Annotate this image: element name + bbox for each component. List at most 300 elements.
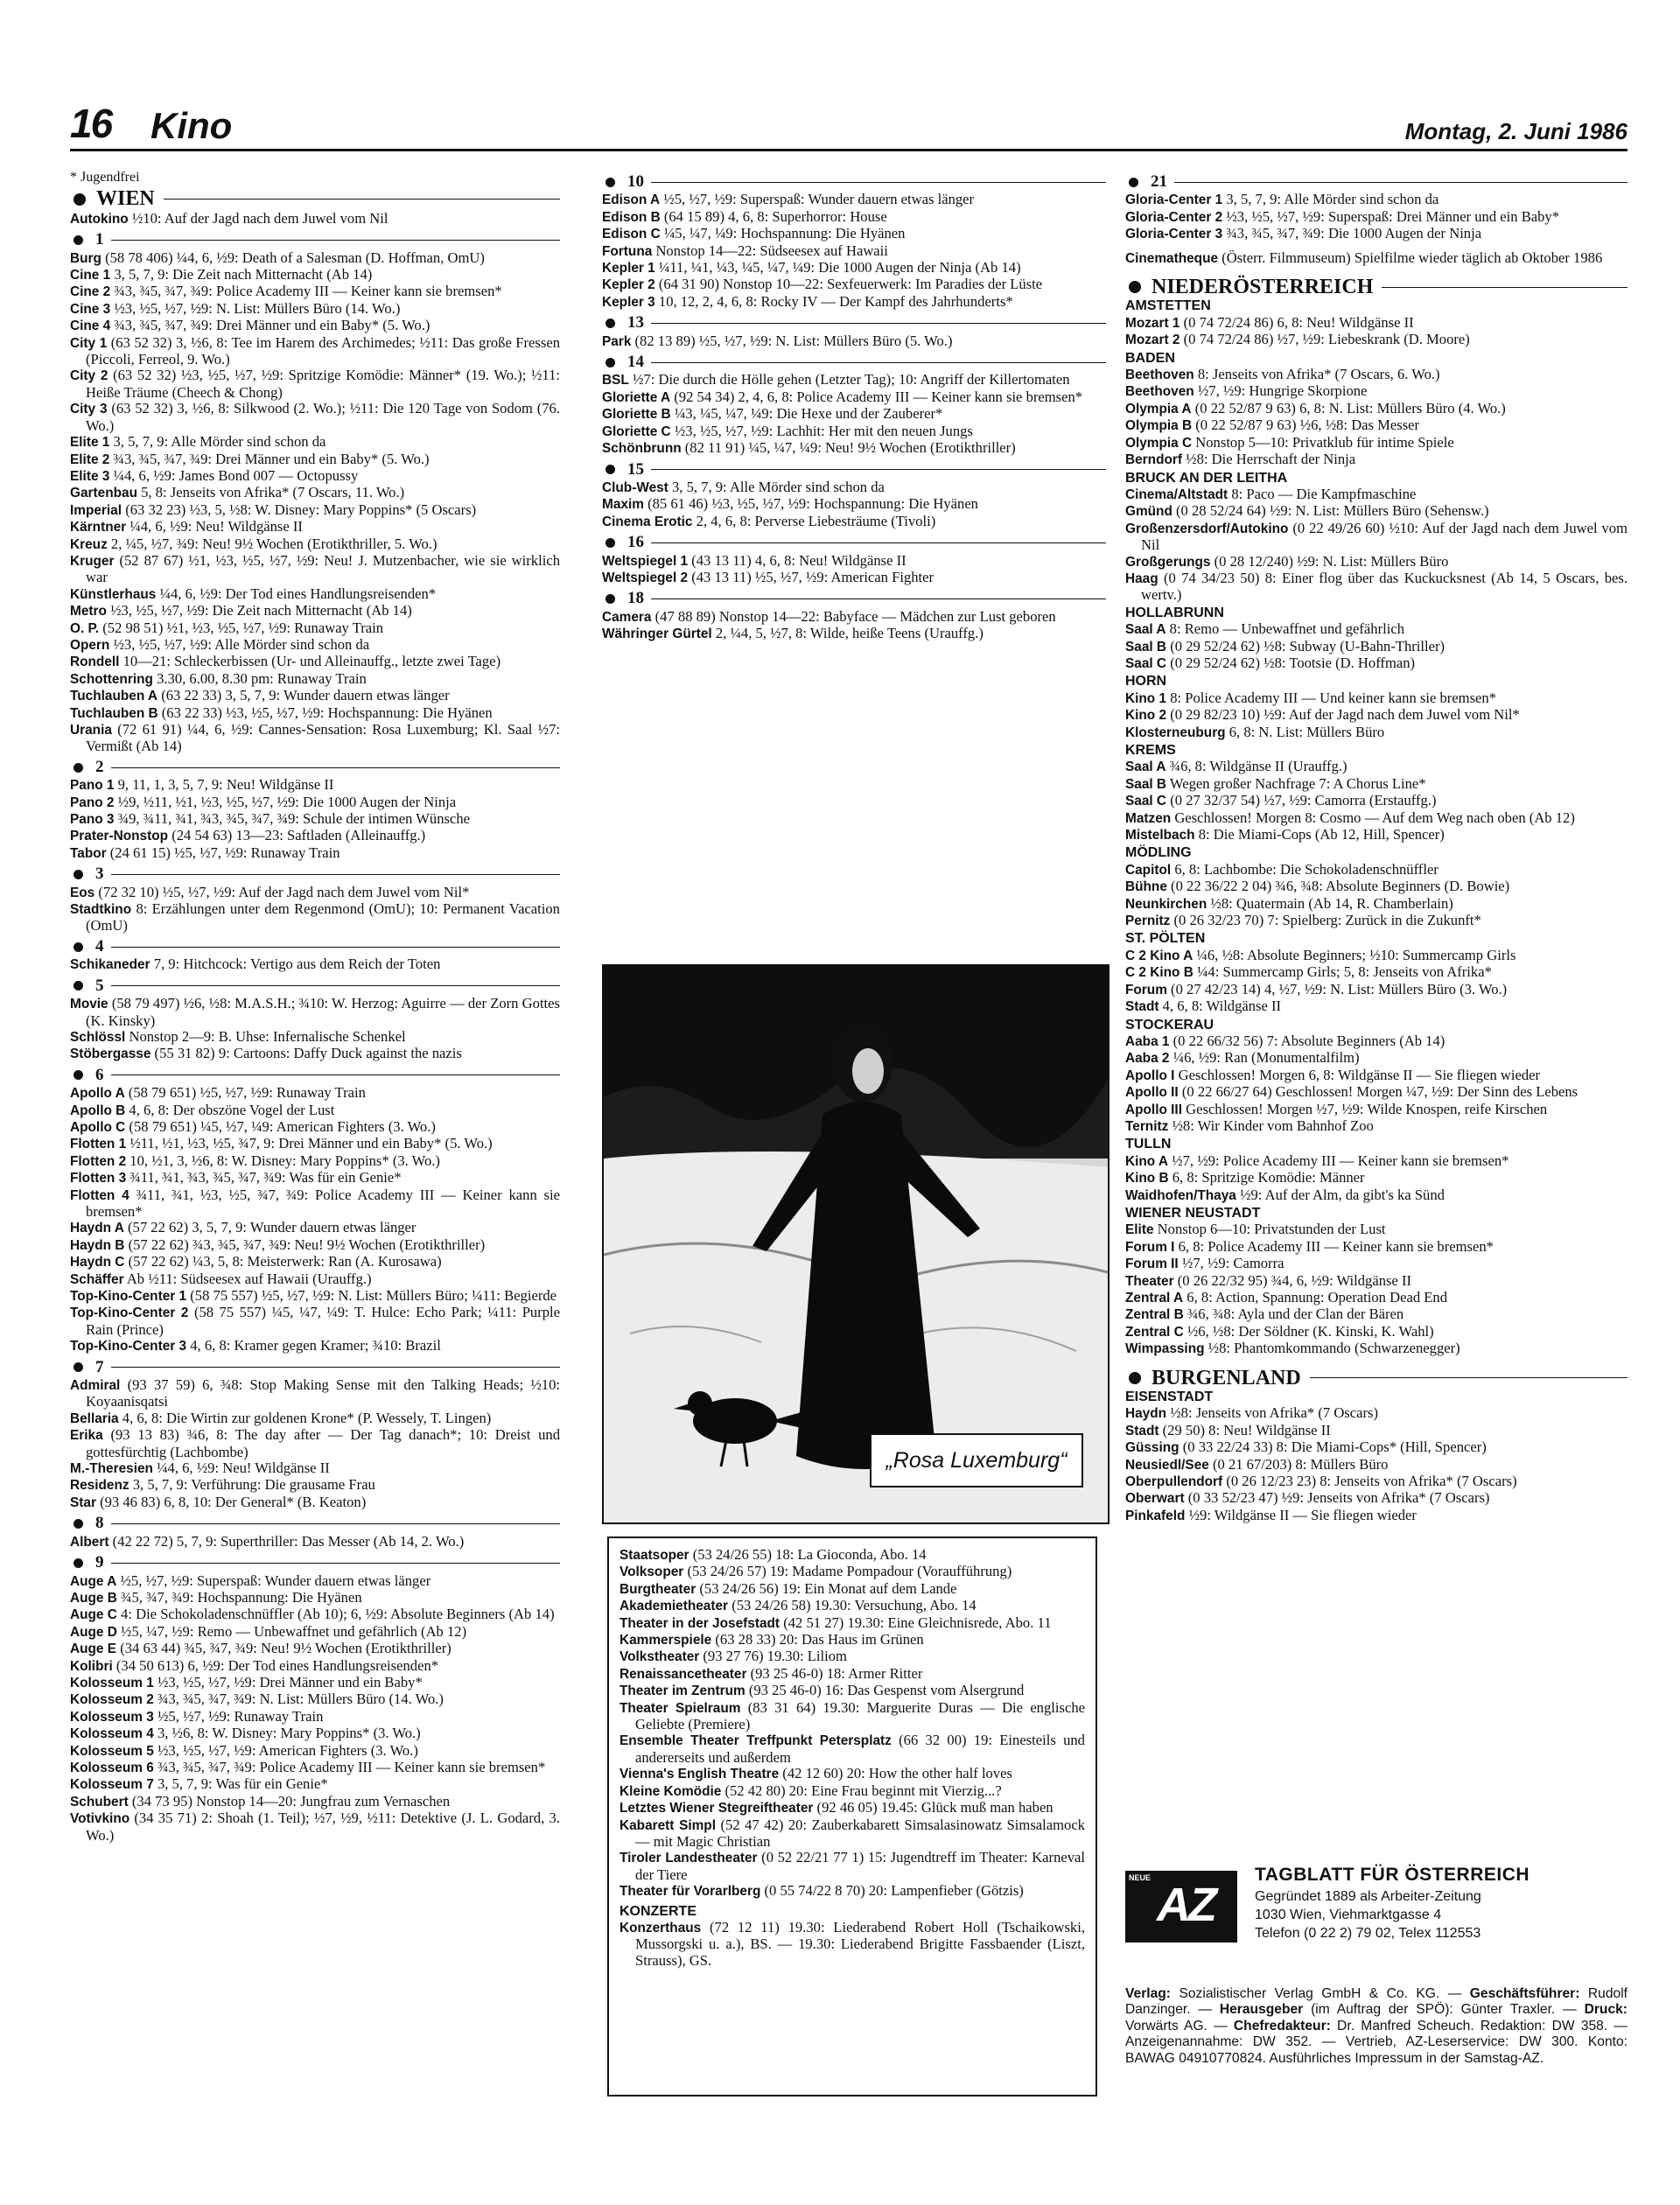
listing-entry (70, 284, 560, 300)
imprint-label: Herausgeber (1219, 2002, 1304, 2018)
listing-entry (1125, 332, 1628, 348)
venue-name: City 2 (70, 368, 108, 384)
imprint-label: Verlag: (1125, 1986, 1172, 2001)
listing-text: Nonstop 6—10: Privatstunden der Lust (1157, 1221, 1386, 1238)
district-label: 7 (95, 1357, 104, 1376)
district-heading (602, 535, 1106, 550)
listing-entry (70, 956, 560, 973)
listing-entry (1125, 1508, 1628, 1524)
listing-entry (70, 705, 560, 722)
listing-entry (1125, 250, 1628, 267)
venue-name: Haydn (1125, 1406, 1167, 1422)
listing-text: (0 26 32/23 70) 7: Spielberg: Zurück in die Zukunft* (1173, 912, 1481, 929)
listing-text: 8: Police Academy III — Und keiner kann sie bremsen* (1170, 689, 1496, 706)
district-label: 8 (95, 1514, 104, 1533)
listing-text: 10—21: Schleckerbissen (Ur- und Alleinauffg., letzte zwei Tage) (122, 653, 501, 670)
listing-text: 8: Erzählungen unter dem Regenmond (OmU); 10: Permanent Vacation (OmU) (86, 900, 560, 934)
listing-text: ½7, ½9: Hungrige Skorpione (1197, 382, 1368, 400)
listing-entry (1125, 1439, 1628, 1456)
listing-text: ¾6, ¾8: Ayla und der Clan der Bären (1186, 1306, 1404, 1323)
listing-entry (602, 496, 1106, 513)
listing-text: (29 50) 8: Neu! Wildgänse II (1162, 1421, 1331, 1438)
listing-text: ½8: Quatermain (Ab 14, R. Chamberlain) (1210, 894, 1453, 912)
listing-entry (70, 1691, 560, 1708)
listing-entry (1125, 810, 1628, 827)
listing-text: (34 50 613) 6, ½9: Der Tod eines Handlungsreisenden* (116, 1656, 439, 1674)
listing-text: (0 33 22/24 33) 8: Die Miami-Cops* (Hill, Spencer) (1182, 1438, 1487, 1456)
listing-entry (70, 1220, 560, 1236)
district-heading (602, 459, 1106, 479)
listing-text: ¾3, ¾5, ¾7, ¾9: Drei Männer und ein Baby* (5. Wo.) (113, 450, 430, 467)
venue-name: Camera (602, 609, 652, 625)
listing-entry (70, 1776, 560, 1793)
listing-text: (0 26 12/23 23) 8: Jenseits von Afrika* (7 Oscars) (1226, 1473, 1517, 1490)
listing-entry (602, 276, 1106, 293)
venue-name: Schubert (70, 1794, 129, 1810)
district-heading (602, 315, 1106, 331)
listing-entry (70, 468, 560, 485)
theater-box (607, 1536, 1097, 2096)
venue-name: Großenzersdorf/Autokino (1125, 521, 1289, 536)
venue-name: Gloria-Center 1 (1125, 192, 1223, 208)
venue-name: Bellaria (70, 1410, 119, 1426)
listing-entry (1125, 1340, 1628, 1357)
venue-name: Cinema Erotic (602, 514, 693, 529)
venue-name: Flotten 4 (70, 1187, 130, 1203)
listing-text: ½3, ½5, ½7, ½9: N. List: Müllers Büro (14. Wo.) (114, 299, 401, 317)
listing-entry (1125, 226, 1628, 242)
venue-name: Gmünd (1125, 504, 1172, 520)
listing-text: 6, 8: Action, Spannung: Operation Dead End (1186, 1289, 1448, 1306)
listing-entry (70, 1046, 560, 1062)
venue-name: Weltspiegel 1 (602, 553, 689, 569)
listing-entry (70, 1709, 560, 1726)
listing-entry (70, 671, 560, 688)
listing-text: 3, 5, 7, 9: Was für ein Genie* (157, 1775, 328, 1793)
venue-name: Ensemble Theater Treffpunkt Petersplatz (620, 1733, 892, 1749)
bullet-dot (74, 1558, 83, 1568)
venue-name: Rondell (70, 654, 120, 670)
venue-name: Capitol (1125, 862, 1172, 878)
listing-entry (70, 1494, 560, 1511)
venue-name: Edison A (602, 192, 661, 208)
district-heading (70, 1357, 560, 1376)
rule-line (111, 874, 561, 875)
listing-entry (70, 1534, 560, 1550)
venue-name: Schlössl (70, 1029, 126, 1045)
venue-name: Theater im Zentrum (620, 1684, 746, 1699)
venue-name: Tuchlauben A (70, 689, 158, 704)
listing-text: ½3, ½5, ½7, ½9: Lachhit: Her mit den neuen Jungs (674, 422, 973, 439)
rule-line (111, 1367, 561, 1368)
listings-column-3 (1125, 170, 1628, 1524)
listing-text: (55 31 82) 9: Cartoons: Daffy Duck against the nazis (154, 1045, 462, 1062)
listing-text: ½3, ½5, ½7, ½9: Alle Mörder sind schon da (113, 635, 370, 653)
venue-name: Albert (70, 1534, 109, 1550)
venue-name: Gloria-Center 2 (1125, 209, 1223, 225)
listing-entry (1125, 1153, 1628, 1170)
listing-entry (1125, 827, 1628, 844)
listing-text: (0 27 42/23 14) 4, ½7, ½9: N. List: Müllers Büro (3. Wo.) (1171, 980, 1508, 998)
listing-entry (1125, 913, 1628, 929)
listing-text: 2, ¼4, 5, ½7, 8: Wilde, heiße Teens (Urauffg.) (715, 625, 984, 642)
listing-entry (1125, 759, 1628, 775)
venue-name: C 2 Kino A (1125, 948, 1194, 963)
listing-text: 3, 5, 7, 9: Verführung: Die grausame Frau (132, 1476, 375, 1494)
district-label: 14 (627, 353, 644, 372)
listing-entry (1125, 690, 1628, 707)
listing-entry (1125, 1118, 1628, 1135)
listing-text: (0 74 72/24 86) ½7, ½9: Liebeskrank (D. Moore) (1183, 331, 1470, 348)
listing-text: (57 22 62) ¼3, 5, 8: Meisterwerk: Ran (A. Kurosawa) (128, 1253, 442, 1270)
listing-text: ¾3, ¾5, ¾7, ¾9: Drei Männer und ein Baby* (5. Wo.) (114, 317, 430, 334)
venue-name: Elite 3 (70, 468, 110, 484)
venue-name: Maxim (602, 497, 644, 513)
listing-entry (1125, 401, 1628, 417)
district-label: 16 (627, 533, 644, 552)
listing-text: (0 22 49/26 60) ½10: Auf der Jagd nach dem Juwel vom Nil (1141, 519, 1628, 554)
venue-name: M.-Theresien (70, 1461, 153, 1477)
venue-name: Schönbrunn (602, 441, 682, 457)
listing-entry (1125, 486, 1628, 503)
venue-name: Künstlerhaus (70, 586, 157, 602)
listing-entry (70, 1085, 560, 1102)
bullet-dot (74, 870, 83, 879)
venue-name: Kruger (70, 553, 115, 569)
listing-entry (70, 1743, 560, 1760)
publisher-address: 1030 Wien, Viehmarktgasse 4 (1255, 1908, 1442, 1922)
venue-name: Fortuna (602, 243, 653, 259)
listing-text: ¼4: Summercamp Girls; 5, 8: Jenseits von Afrika* (1196, 963, 1492, 981)
section-title: Kino (150, 105, 233, 146)
listing-entry (70, 1153, 560, 1170)
venue-name: Edison C (602, 227, 661, 242)
bullet-dot (606, 318, 615, 328)
listing-text: (52 47 42) 20: Zauberkabarett Simsalasinowatz Simsalamock — mit Magic Christian (635, 1816, 1085, 1850)
listing-entry (70, 553, 560, 586)
venue-name: Auge A (70, 1573, 117, 1589)
listing-text: (63 28 33) 20: Das Haus im Grünen (715, 1631, 924, 1648)
listing-text: (64 31 90) Nonstop 10—22: Sexfeuerwerk: Im Paradies der Lüste (658, 276, 1043, 293)
listing-entry (70, 811, 560, 828)
listing-text: 2, ¼5, ½7, ¾9: Neu! 9½ Wochen (Erotikthriller, 5. Wo.) (110, 535, 438, 552)
subheading: AMSTETTEN (1125, 298, 1211, 314)
venue-name: Beethoven (1125, 368, 1194, 383)
venue-name: Währinger Gürtel (602, 626, 712, 642)
district-label: 3 (95, 864, 104, 884)
venue-name: Schäffer (70, 1271, 124, 1287)
listing-text: ½5, ½7, ½9: Runaway Train (157, 1707, 324, 1725)
listing-text: (52 87 67) ½1, ½3, ½5, ½7, ½9: Neu! J. Mutzenbacher, wie sie wirklich war (86, 551, 560, 586)
venue-name: Saal A (1125, 760, 1166, 775)
listing-text: 6, 8: Police Academy III — Keiner kann sie bremsen* (1178, 1237, 1494, 1255)
listing-text: ¾3, ¾5, ¾7, ¾9: Police Academy III — Keiner kann sie bremsen* (114, 283, 502, 300)
rule-line (111, 1563, 561, 1564)
venue-name: Tabor (70, 845, 107, 861)
listing-text: (64 15 89) 4, 6, 8: Superhorror: House (663, 207, 887, 225)
venue-name: Kolosseum 1 (70, 1675, 154, 1690)
listing-entry (70, 603, 560, 620)
venue-name: Neusiedl/See (1125, 1457, 1209, 1473)
listing-text: (58 79 497) ½6, ½8: M.A.S.H.; ¾10: W. Herzog: Aguirre — der Zorn Gottes (K. Kinsky) (86, 995, 560, 1029)
rule-line (651, 323, 1106, 324)
bullet-dot (74, 235, 83, 245)
venue-name: Top-Kino-Center 2 (70, 1306, 189, 1321)
listing-entry (1125, 1474, 1628, 1490)
listing-entry (1125, 570, 1628, 604)
listing-entry (70, 1641, 560, 1657)
district-label: 18 (627, 589, 644, 608)
venue-name: Elite (1125, 1222, 1154, 1238)
listing-entry (602, 626, 1106, 642)
district-heading (602, 174, 1106, 190)
listing-text: Geschlossen! Morgen 6, 8: Wildgänse II — Sie fliegen wieder (1178, 1066, 1541, 1083)
bullet-dot (606, 178, 615, 187)
listing-text: 3, 5, 7, 9: Alle Mörder sind schon da (671, 478, 885, 495)
venue-name: Akademietheater (620, 1599, 729, 1614)
listing-entry (70, 1760, 560, 1776)
spacer (1125, 1358, 1628, 1365)
region-heading (1125, 276, 1628, 299)
listing-text: Nonstop 5—10: Privatklub für intime Spiele (1195, 433, 1454, 451)
listing-text: Geschlossen! Morgen ½7, ½9: Wilde Knospen, reife Kirschen (1186, 1100, 1548, 1117)
venue-name: Auge B (70, 1590, 117, 1606)
venue-name: Kolosseum 4 (70, 1726, 154, 1742)
listing-text: ¾11, ¾1, ¾3, ¾5, ¾7, ¾9: Was für ein Genie* (130, 1169, 402, 1186)
listing-text: (58 78 406) ¼4, 6, ½9: Death of a Salesman (D. Hoffman, OmU) (105, 248, 485, 266)
listing-text: ½8: Die Herrschaft der Ninja (1186, 451, 1356, 468)
listing-text: (0 22 52/87 9 63) ½6, ½8: Das Messer (1195, 416, 1420, 434)
listing-text: (72 12 11) 19.30: Liederabend Robert Holl (Tschaikowski, Mussorgski u. a.), BS. — 19.30: Liederabend Brigitte Fassbaender (Liszt, Strauss), GS. (635, 1918, 1085, 1969)
listing-entry (620, 1598, 1085, 1614)
subheading: EISENSTADT (1125, 1390, 1214, 1405)
listing-text: ½11, ½1, ½3, ½5, ¾7, 9: Drei Männer und ein Baby* (5. Wo.) (130, 1135, 493, 1152)
venue-name: Apollo I (1125, 1068, 1175, 1083)
venue-name: Urania (70, 723, 112, 738)
imprint-text: Vorwärts AG. — (1125, 2018, 1234, 2034)
listing-entry (602, 514, 1106, 530)
listing-entry (70, 1271, 560, 1288)
district-label: 6 (95, 1065, 104, 1084)
listing-text: (42 51 27) 19.30: Eine Gleichnisrede, Abo. 11 (783, 1614, 1052, 1631)
venue-name: Eos (70, 885, 95, 900)
listing-entry (620, 1766, 1085, 1782)
listing-entry (70, 688, 560, 704)
listing-entry (620, 1850, 1085, 1883)
listing-text: 7, 9: Hitchcock: Vertigo aus dem Reich der Toten (153, 956, 441, 973)
venue-name: Burg (70, 250, 102, 266)
listing-text: 4: Die Schokoladenschnüffler (Ab 10); 6, ½9: Absolute Beginners (Ab 14) (121, 1606, 555, 1623)
venue-name: Matzen (1125, 810, 1172, 826)
listing-text: Geschlossen! Morgen 8: Cosmo — Auf dem Weg nach oben (Ab 12) (1174, 808, 1575, 826)
spacer (1125, 267, 1628, 274)
listing-text: (43 13 11) 4, 6, 8: Neu! Wildgänse II (691, 551, 906, 569)
listing-entry (1125, 1222, 1628, 1238)
listing-text: ½3, ½5, ½7, ½9: American Fighters (3. Wo.) (157, 1741, 418, 1759)
venue-name: Auge E (70, 1642, 117, 1657)
listing-entry (620, 1783, 1085, 1800)
venue-name: Saal C (1125, 655, 1167, 671)
rule-line (111, 1074, 561, 1075)
listing-text: ½8: Phantomkommando (Schwarzenegger) (1208, 1340, 1460, 1357)
listing-entry (1125, 417, 1628, 434)
venue-name: Cinema/Altstadt (1125, 486, 1228, 502)
venue-name: Gloriette A (602, 389, 671, 405)
listing-text: 3, 5, 7, 9: Alle Mörder sind schon da (1226, 191, 1439, 208)
rule-line (111, 240, 561, 241)
listing-entry (70, 1573, 560, 1590)
venue-name: Opern (70, 637, 110, 653)
listing-entry (602, 294, 1106, 311)
listing-entry (620, 1883, 1085, 1900)
listing-entry (70, 318, 560, 334)
venue-name: Elite 1 (70, 435, 110, 451)
listing-entry (70, 620, 560, 637)
venue-name: Movie (70, 997, 108, 1012)
listing-entry (70, 828, 560, 844)
venue-name: Apollo II (1125, 1085, 1179, 1101)
listing-text: (53 24/26 56) 19: Ein Monat auf dem Lande (699, 1579, 957, 1597)
listing-entry (1125, 1256, 1628, 1272)
listing-entry (620, 1547, 1085, 1564)
listing-entry (70, 1338, 560, 1354)
venue-name: Stadt (1125, 1423, 1159, 1438)
listing-entry (620, 1581, 1085, 1598)
listing-text: ¾3, ¾5, ¾7, ¾9: N. List: Müllers Büro (14. Wo.) (157, 1690, 444, 1708)
listing-text: Ab ½11: Südseesex auf Hawaii (Urauffg.) (126, 1270, 372, 1287)
venue-name: Pano 1 (70, 778, 115, 794)
listing-entry (70, 485, 560, 501)
listing-text: (93 25 46-0) 18: Armer Ritter (750, 1664, 923, 1682)
listing-text: (0 22 66/32 56) 7: Absolute Beginners (Ab 14) (1172, 1032, 1446, 1049)
venue-name: Residenz (70, 1478, 130, 1494)
subheading: TULLN (1125, 1137, 1172, 1152)
listing-entry (1125, 793, 1628, 809)
listing-entry (1125, 707, 1628, 724)
listing-entry (70, 1726, 560, 1742)
listing-entry (70, 335, 560, 368)
listing-entry (70, 1810, 560, 1844)
listing-entry (620, 1632, 1085, 1648)
listing-entry (70, 536, 560, 553)
listing-text: (58 79 651) ¼5, ½7, ¼9: American Fighters (3. Wo.) (129, 1117, 436, 1135)
venue-name: Kepler 2 (602, 277, 655, 293)
district-label: 21 (1151, 172, 1167, 191)
listing-entry (70, 502, 560, 519)
listing-entry (1125, 655, 1628, 672)
listing-entry (1125, 1068, 1628, 1084)
page-number: 16 (70, 101, 112, 146)
listing-text: (0 55 74/22 8 70) 20: Lampenfieber (Götzis) (764, 1882, 1024, 1900)
listing-text: (72 61 91) ¼4, 6, ½9: Cannes-Sensation: Rosa Luxemburg; Kl. Saal ½7: Vermißt (Ab 14) (86, 721, 560, 755)
listing-entry (1125, 383, 1628, 400)
listing-text: ¼4, 6, ½9: Neu! Wildgänse II (157, 1460, 330, 1477)
venue-name: Aaba 2 (1125, 1051, 1170, 1067)
venue-name: Forum (1125, 982, 1167, 998)
venue-name: Auge D (70, 1624, 117, 1640)
listing-text: (34 63 44) ¾5, ¾7, ¾9: Neu! 9½ Wochen (Erotikthriller) (120, 1640, 452, 1657)
venue-name: Mozart 1 (1125, 315, 1180, 331)
listing-entry (70, 1102, 560, 1119)
district-heading (70, 757, 560, 776)
region-label: WIEN (96, 187, 155, 211)
venue-name: Kolibri (70, 1658, 113, 1674)
listing-entry (70, 368, 560, 401)
listing-text: ½8: Jenseits von Afrika* (7 Oscars) (1170, 1404, 1379, 1422)
rule-line (651, 362, 1106, 363)
venue-name: Gartenbau (70, 486, 137, 501)
listing-text: ¼6, ½8: Absolute Beginners; ½10: Summercamp Girls (1196, 946, 1516, 963)
venue-name: Pinkafeld (1125, 1508, 1186, 1523)
issue-date: Montag, 2. Juni 1986 (1404, 118, 1628, 144)
venue-name: Olympia C (1125, 435, 1193, 451)
listing-text: ½7: Die durch die Hölle gehen (Letzter Tag); 10: Angriff der Killertomaten (632, 371, 1070, 388)
listing-text: (0 29 82/23 10) ½9: Auf der Jagd nach dem Juwel vom Nil* (1170, 706, 1520, 724)
listing-entry (70, 1794, 560, 1810)
publisher-founded: Gegründet 1889 als Arbeiter-Zeitung (1255, 1889, 1481, 1904)
district-heading (70, 232, 560, 248)
listing-text: (57 22 62) 3, 5, 7, 9: Wunder dauern etwas länger (128, 1219, 416, 1236)
listing-text: 8: Paco — Die Kampfmaschine (1231, 485, 1417, 502)
listing-text: (92 46 05) 19.45: Glück muß man haben (816, 1799, 1054, 1816)
listing-text: (58 75 557) ½5, ½7, ½9: N. List: Müllers Büro; ¼11: Begierde (190, 1287, 557, 1304)
listing-text: 6, 8: Spritzige Komödie: Männer (1172, 1169, 1365, 1186)
venue-name: Pano 3 (70, 812, 115, 828)
bullet-dot (74, 1362, 83, 1372)
venue-name: Aaba 1 (1125, 1033, 1170, 1049)
listing-text: (82 11 91) ¼5, ¼7, ¼9: Neu! 9½ Wochen (Erotikthriller) (684, 439, 1016, 457)
listing-text: ¼6, ½9: Ran (Monumentalfilm) (1172, 1049, 1360, 1067)
listing-text: (0 28 12/240) ½9: N. List: Müllers Büro (1214, 552, 1449, 570)
listing-text: (0 21 67/203) 8: Müllers Büro (1212, 1455, 1389, 1473)
listing-entry (602, 406, 1106, 423)
listing-entry (70, 1029, 560, 1046)
venue-name: Haag (1125, 570, 1158, 586)
listing-entry (1125, 776, 1628, 793)
venue-name: Theater (1125, 1273, 1174, 1289)
district-label: 2 (95, 757, 104, 776)
venue-name: Letztes Wiener Stegreiftheater (620, 1801, 814, 1816)
listing-text: (63 52 32) 3, ½6, 8: Tee im Harem des Archimedes; ½11: Das große Fressen (Piccoli, Ferreol, 9. Wo.) (86, 333, 560, 368)
venue-name: Top-Kino-Center 3 (70, 1339, 187, 1354)
venue-name: Haydn C (70, 1255, 125, 1270)
listing-text: (63 52 32) 3, ½6, 8: Silkwood (2. Wo.); ½11: Die 120 Tage von Sodom (76. Wo.) (86, 400, 560, 434)
listing-text: ¼11, ¼1, ¼3, ¼5, ¼7, ¼9: Die 1000 Augen der Ninja (Ab 14) (658, 259, 1021, 276)
listing-text: 3, ½6, 8: W. Disney: Mary Poppins* (3. Wo.) (157, 1725, 421, 1742)
region-label: BURGENLAND (1152, 1366, 1301, 1390)
subheading: HOLLABRUNN (1125, 605, 1224, 620)
bullet-dot (74, 1070, 83, 1080)
listing-text: 6, 8: Lachbombe: Die Schokoladenschnüffler (1174, 860, 1438, 878)
imprint-label: Chefredakteur: (1233, 2018, 1331, 2034)
listing-entry (1125, 1102, 1628, 1118)
venue-name: Top-Kino-Center 1 (70, 1289, 187, 1304)
rule-line (651, 469, 1106, 470)
listing-text: (93 46 83) 6, 8, 10: Der General* (B. Keaton) (100, 1493, 367, 1510)
listing-entry (70, 845, 560, 862)
venue-name: Auge C (70, 1607, 117, 1623)
az-logo: NEUE AZ (1125, 1871, 1237, 1942)
venue-name: Gloriette B (602, 407, 671, 423)
listing-text: ¾6, 8: Wildgänse II (Urauffg.) (1169, 758, 1348, 775)
listing-entry (1125, 1170, 1628, 1186)
listing-text: ½9: Auf der Alm, da gibt's ka Sünd (1240, 1186, 1445, 1203)
listing-entry (70, 1136, 560, 1152)
listing-entry (1125, 1290, 1628, 1306)
venue-name: Club-West (602, 480, 668, 495)
listing-text: (63 32 23) ½3, 5, ½8: W. Disney: Mary Poppins* (5 Oscars) (125, 500, 477, 518)
venue-name: Kabarett Simpl (620, 1817, 716, 1833)
